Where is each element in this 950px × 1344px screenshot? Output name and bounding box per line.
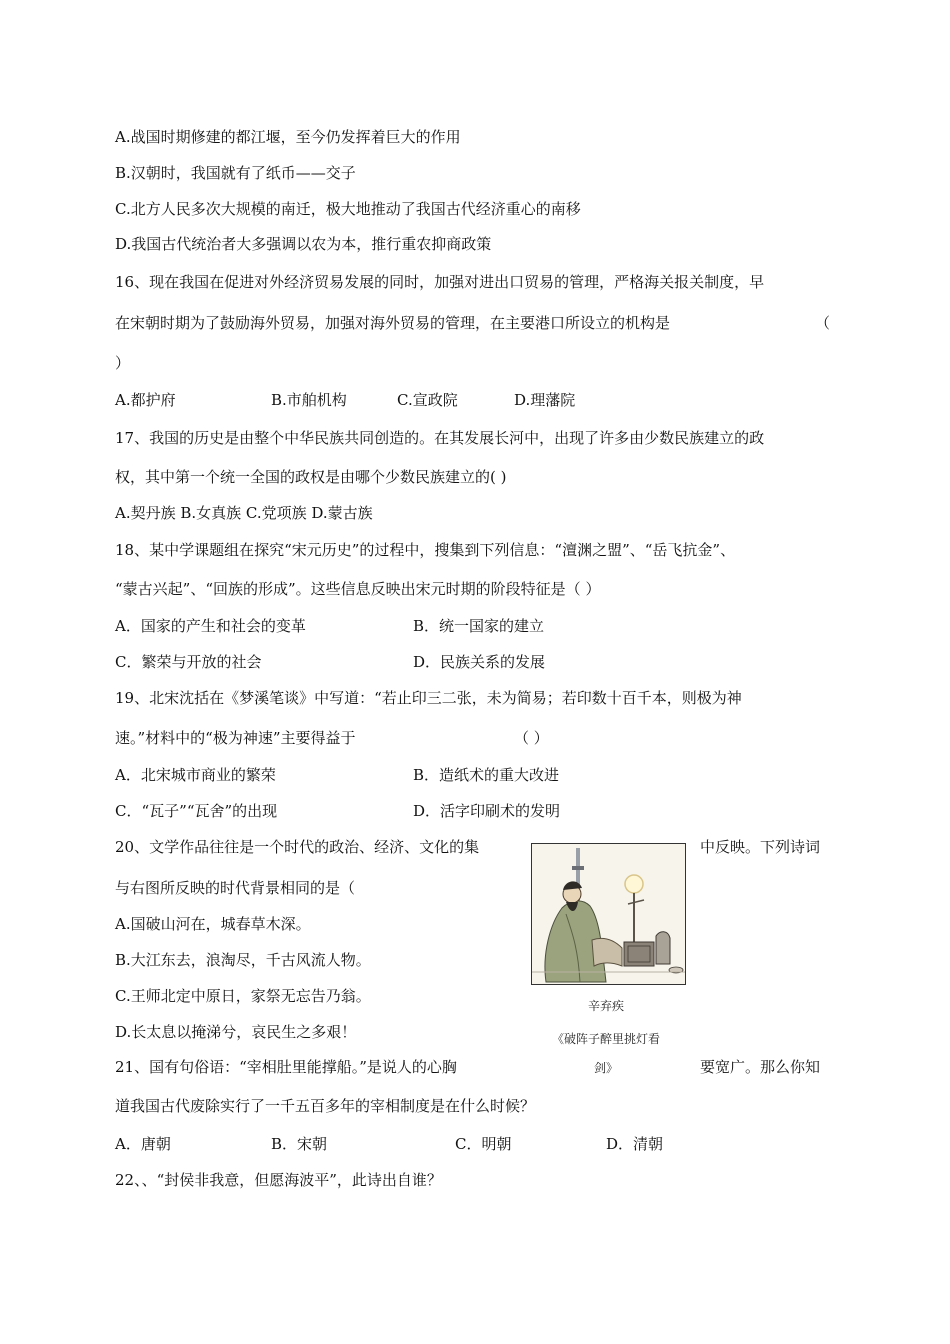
figure-caption-title-line2: 剑》 — [594, 1061, 619, 1075]
q18-stem-line2: “蒙古兴起”、“回族的形成”。这些信息反映出宋元时期的阶段特征是（ ） — [115, 580, 601, 598]
q16-stem-line2: 在宋朝时期为了鼓励海外贸易，加强对海外贸易的管理，在主要港口所设立的机构是 — [115, 314, 671, 332]
q20-option-d: D.长太息以掩涕兮，哀民生之多艰！ — [115, 1023, 357, 1041]
q19-stem-line1: 19、北宋沈括在《梦溪笔谈》中写道：“若止印三二张，未为简易；若印数十百千本，则极为神 — [115, 689, 742, 707]
q16-answer-paren-close: ） — [115, 354, 131, 372]
q16-option-d: D.理藩院 — [514, 391, 576, 409]
q19-option-b: B．造纸术的重大改进 — [413, 766, 560, 784]
q20-option-a: A.国破山河在，城春草木深。 — [115, 915, 311, 933]
q19-option-a: A．北宋城市商业的繁荣 — [115, 766, 276, 784]
q20-stem-line2: 与右图所反映的时代背景相同的是（ — [115, 879, 356, 897]
q21-option-c: C．明朝 — [455, 1135, 512, 1153]
figure-caption-title-line1: 《破阵子醉里挑灯看 — [552, 1032, 661, 1046]
q17-stem-line2: 权，其中第一个统一全国的政权是由哪个少数民族建立的( ) — [115, 468, 507, 486]
q18-option-c: C．繁荣与开放的社会 — [115, 653, 262, 671]
q18-option-d: D．民族关系的发展 — [413, 653, 546, 671]
q21-stem-line2: 道我国古代废除实行了一千五百多年的宰相制度是在什么时候？ — [115, 1097, 536, 1115]
q20-option-b: B.大江东去，浪淘尽，千古风流人物。 — [115, 951, 371, 969]
q18-option-b: B．统一国家的建立 — [413, 617, 545, 635]
q16-answer-paren-open: （ — [815, 314, 831, 332]
q19-answer-paren: （ ） — [514, 729, 549, 747]
q16-stem-line1: 16、现在我国在促进对外经济贸易发展的同时，加强对进出口贸易的管理，严格海关报关制度，早 — [115, 273, 765, 291]
q19-option-c: C．“瓦子”“瓦舍”的出现 — [115, 802, 278, 820]
q16-option-c: C.宣政院 — [397, 391, 458, 409]
scholar-with-sword-illustration-icon — [532, 844, 685, 984]
q21-option-a: A．唐朝 — [115, 1135, 171, 1153]
q19-option-d: D．活字印刷术的发明 — [413, 802, 561, 820]
q21-option-b: B．宋朝 — [271, 1135, 328, 1153]
q21-option-d: D．清朝 — [606, 1135, 664, 1153]
q15-option-d: D.我国古代统治者大多强调以农为本，推行重农抑商政策 — [115, 235, 492, 253]
q22-stem: 22、、“封侯非我意，但愿海波平”，此诗出自谁？ — [115, 1171, 442, 1189]
q21-stem-line1-right: 要宽广。那么你知 — [700, 1058, 821, 1076]
q16-option-b: B.市舶机构 — [271, 391, 347, 409]
q20-stem-line1-right: 中反映。下列诗词 — [700, 838, 821, 856]
q17-stem-line1: 17、我国的历史是由整个中华民族共同创造的。在其发展长河中，出现了许多由少数民族建立的政 — [115, 429, 765, 447]
q15-option-c: C.北方人民多次大规模的南迁，极大地推动了我国古代经济重心的南移 — [115, 200, 581, 218]
q19-stem-line2: 速。”材料中的“极为神速”主要得益于 — [115, 729, 356, 747]
xin-qiji-illustration — [531, 843, 686, 985]
figure-caption-name: 辛弃疾 — [588, 999, 625, 1013]
q20-option-c: C.王师北定中原日，家祭无忘告乃翁。 — [115, 987, 371, 1005]
q18-option-a: A．国家的产生和社会的变革 — [115, 617, 306, 635]
q20-stem-line1-left: 20、文学作品往往是一个时代的政治、经济、文化的集 — [115, 838, 480, 856]
q15-option-a: A.战国时期修建的都江堰，至今仍发挥着巨大的作用 — [115, 128, 461, 146]
q17-options: A.契丹族 B.女真族 C.党项族 D.蒙古族 — [115, 504, 373, 522]
q16-option-a: A.都护府 — [115, 391, 176, 409]
q18-stem-line1: 18、某中学课题组在探究“宋元历史”的过程中，搜集到下列信息：“澶渊之盟”、“岳飞抗金”、 — [115, 541, 736, 559]
q21-stem-line1-left: 21、国有句俗语：“宰相肚里能撑船。”是说人的心胸 — [115, 1058, 457, 1076]
q15-option-b: B.汉朝时，我国就有了纸币——交子 — [115, 164, 356, 182]
